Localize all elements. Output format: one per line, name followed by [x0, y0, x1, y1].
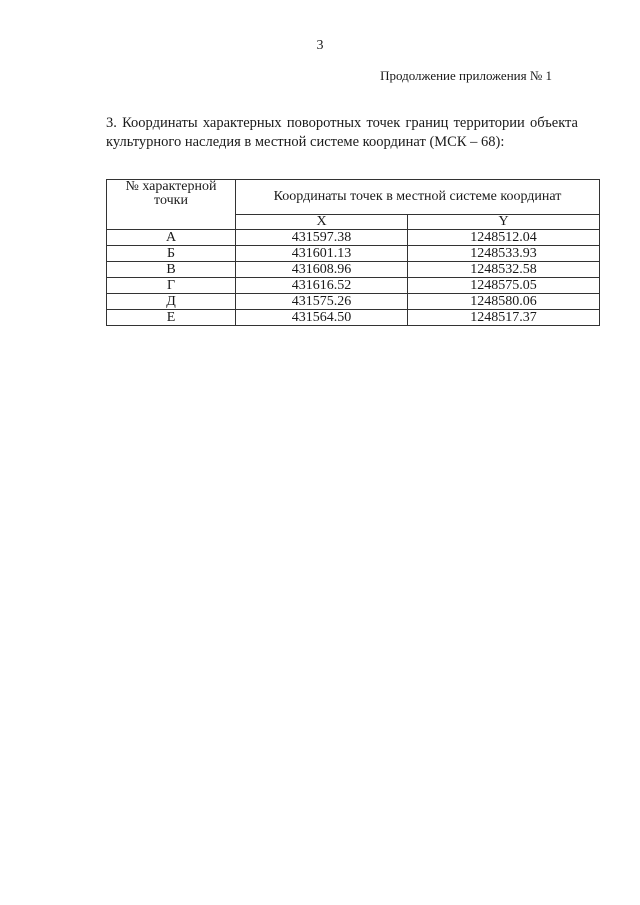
column-header-x: X: [236, 215, 408, 230]
y-value: 1248575.05: [408, 278, 600, 294]
table-row: [107, 310, 600, 326]
y-value: 1248580.06: [408, 294, 600, 310]
column-header-y: Y: [408, 215, 600, 230]
column-header-coordinates: Координаты точек в местной системе координат: [236, 180, 600, 215]
x-value: 431564.50: [236, 310, 408, 326]
point-label: Б: [107, 246, 236, 262]
point-label: Д: [107, 294, 236, 310]
x-value: 431575.26: [236, 294, 408, 310]
point-label: Г: [107, 278, 236, 294]
table-row: [107, 262, 600, 278]
x-value: 431608.96: [236, 262, 408, 278]
appendix-note: Продолжение приложения № 1: [380, 68, 552, 83]
point-label: В: [107, 262, 236, 278]
section-paragraph: 3. Координаты характерных поворотных точек границ территории объекта культурного наследия в местной системе координат (МСК – 68):: [106, 115, 578, 150]
column-header-point: № характерной точки: [107, 180, 236, 230]
y-value: 1248517.37: [408, 310, 600, 326]
page-number: 3: [316, 38, 324, 53]
table-row: [107, 294, 600, 310]
y-value: 1248512.04: [408, 230, 600, 246]
point-label: Е: [107, 310, 236, 326]
point-label: А: [107, 230, 236, 246]
x-value: 431601.13: [236, 246, 408, 262]
table-row: [107, 230, 600, 246]
table-row: [107, 246, 600, 262]
y-value: 1248532.58: [408, 262, 600, 278]
x-value: 431597.38: [236, 230, 408, 246]
y-value: 1248533.93: [408, 246, 600, 262]
coordinates-table: [106, 179, 600, 326]
table-row: [107, 278, 600, 294]
x-value: 431616.52: [236, 278, 408, 294]
